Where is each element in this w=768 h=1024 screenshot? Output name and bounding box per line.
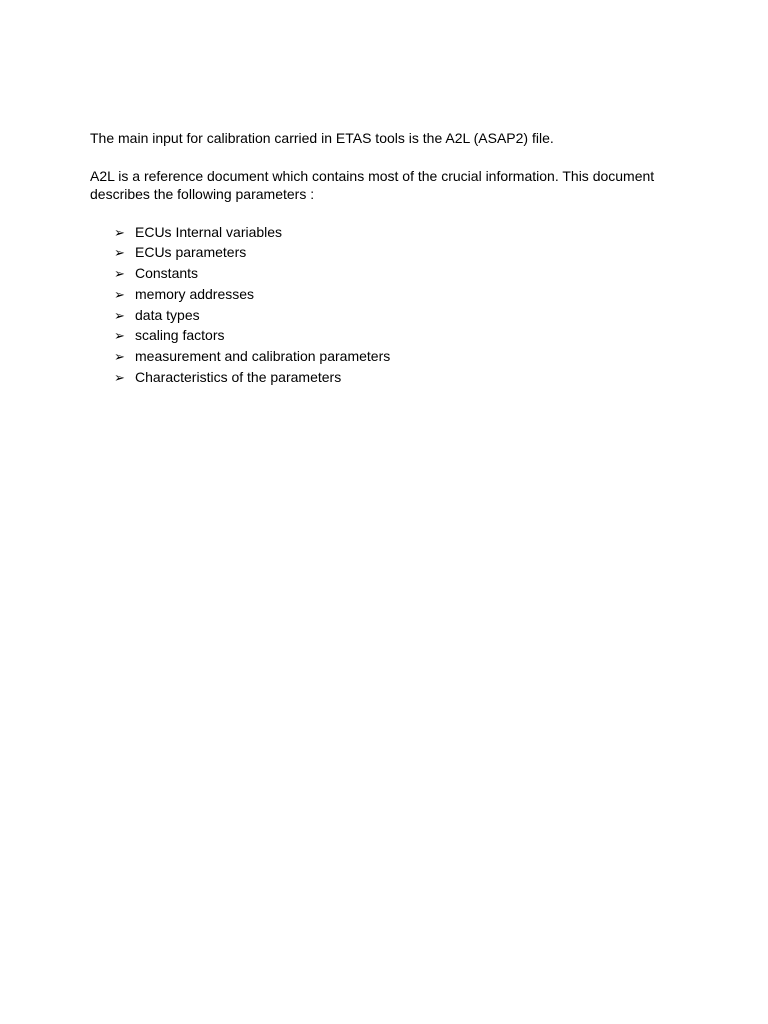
- list-item: [114, 326, 690, 347]
- list-item: [114, 368, 690, 389]
- document-body: [90, 129, 690, 389]
- list-item: [114, 306, 690, 327]
- arrowhead-bullet-icon: ➢: [114, 371, 125, 387]
- list-item-text: Constants: [135, 265, 199, 282]
- intro-paragraph: The main input for calibration carried in ETAS tools is the A2L (ASAP2) file.: [90, 130, 554, 146]
- description-line-1: A2L is a reference document which contains most of the crucial information. This document: [90, 167, 655, 184]
- list-item: [114, 243, 690, 264]
- list-item-text: scaling factors: [135, 327, 225, 344]
- arrowhead-bullet-icon: ➢: [114, 267, 125, 283]
- description-paragraph: [90, 167, 690, 204]
- list-item-text: measurement and calibration parameters: [135, 348, 391, 365]
- parameter-list: [90, 223, 690, 389]
- arrowhead-bullet-icon: ➢: [114, 287, 125, 303]
- arrowhead-bullet-icon: ➢: [114, 308, 125, 324]
- arrowhead-bullet-icon: ➢: [114, 246, 125, 262]
- list-item-text: Characteristics of the parameters: [135, 369, 342, 386]
- list-item-text: ECUs Internal variables: [135, 223, 283, 240]
- list-item: [114, 285, 690, 306]
- list-item-text: ECUs parameters: [135, 244, 247, 261]
- arrowhead-bullet-icon: ➢: [114, 225, 125, 241]
- list-item: [114, 347, 690, 368]
- list-item-text: data types: [135, 306, 200, 323]
- list-item: [114, 223, 690, 244]
- list-item: [114, 264, 690, 285]
- arrowhead-bullet-icon: ➢: [114, 329, 125, 345]
- arrowhead-bullet-icon: ➢: [114, 350, 125, 366]
- description-line-2: describes the following parameters :: [90, 186, 315, 202]
- list-item-text: memory addresses: [135, 285, 255, 302]
